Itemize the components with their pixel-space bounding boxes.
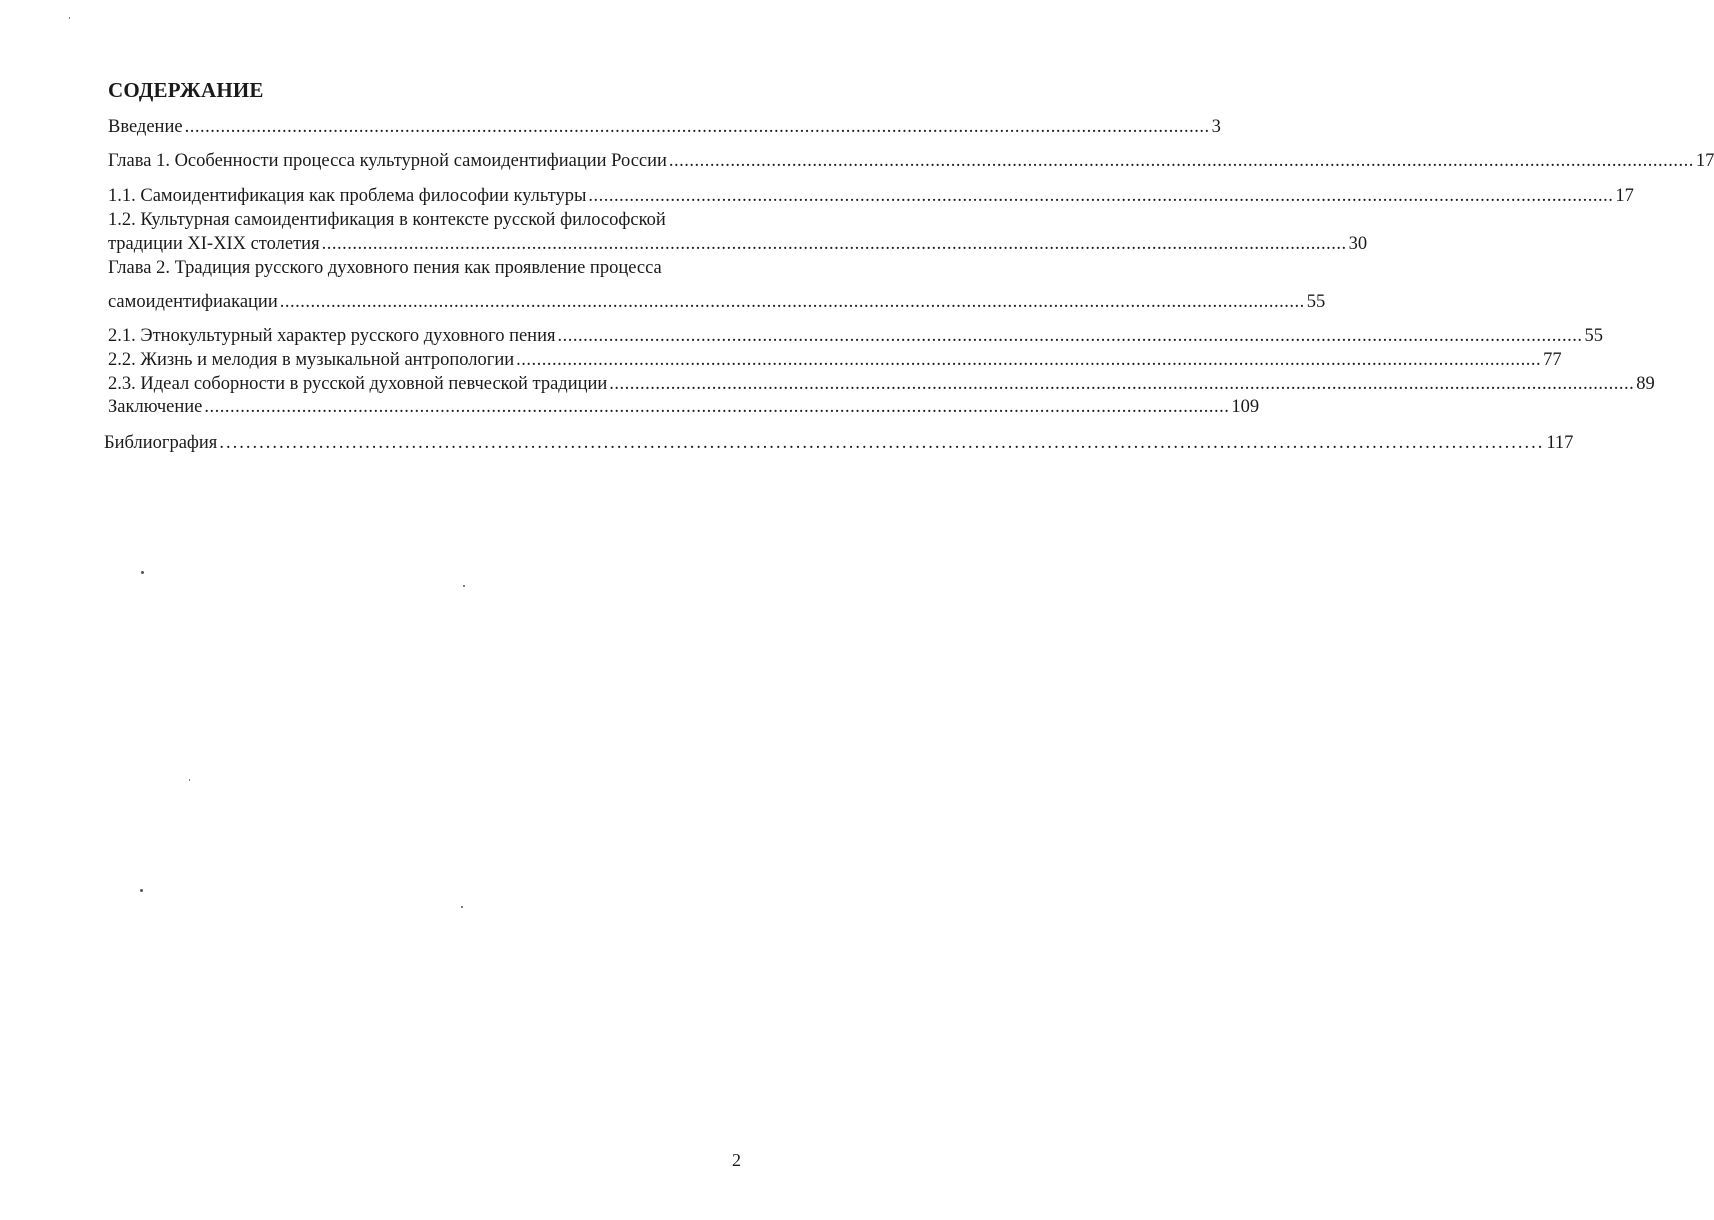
toc-entry-page: 3: [1211, 117, 1221, 137]
toc-title: СОДЕРЖАНИЕ: [108, 78, 264, 102]
toc-entry-chapter-1[interactable]: [108, 150, 1714, 172]
scan-speck: [141, 571, 144, 574]
toc-entry-label: 1.1. Самоидентификация как проблема философии культуры: [108, 186, 587, 206]
toc-entry-label: Заключение: [108, 397, 203, 417]
toc-entry-label: 2.3. Идеал соборности в русской духовной певческой традиции: [108, 374, 608, 394]
scan-speck: [461, 906, 463, 908]
toc-leader-dots: ........................................................................................................................................................................................................: [321, 234, 1347, 254]
toc-entry-section-1-2[interactable]: [108, 209, 1368, 255]
toc-entry-page: 77: [1543, 350, 1562, 370]
toc-entry-page: 17: [1615, 186, 1634, 206]
toc-entry-page: 109: [1231, 397, 1260, 417]
scan-speck: [463, 585, 465, 587]
toc-entry-label: Глава 1. Особенности процесса культурной самоидентифиации России: [108, 151, 667, 171]
toc-entry-label-line1: Глава 2. Традиция русского духовного пения как проявление процесса: [108, 258, 662, 278]
toc-entry-label: Библиография: [104, 433, 218, 453]
toc-entry-label: 2.2. Жизнь и мелодия в музыкальной антропологии: [108, 350, 515, 370]
toc-entry-conclusion[interactable]: [108, 396, 1260, 418]
toc-leader-dots: ........................................................................................................................................................................................................: [184, 117, 1210, 137]
scan-speck: [140, 889, 143, 892]
toc-entry-label: Введение: [108, 117, 183, 137]
toc-entry-page: 30: [1348, 234, 1368, 254]
toc-leader-dots: ........................................................................................................................................................................................................: [516, 350, 1542, 370]
toc-leader-dots: ........................................................................................................................................................................................................: [557, 326, 1583, 346]
toc-leader-dots: ........................................................................................................................................................................................................: [204, 397, 1230, 417]
toc-entry-bibliography[interactable]: [104, 432, 1574, 454]
toc-entry-page: 117: [1546, 433, 1574, 453]
toc-entry-introduction[interactable]: [108, 116, 1221, 138]
toc-entry-label: 2.1. Этнокультурный характер русского духовного пения: [108, 326, 556, 346]
toc-entry-section-2-1[interactable]: [108, 325, 1603, 347]
toc-leader-dots: ........................................................................................................................................................................................................: [279, 292, 1305, 312]
toc-entry-section-1-1[interactable]: [108, 185, 1634, 207]
toc-entry-page: 89: [1636, 374, 1655, 394]
toc-leader-dots: ........................................................................................................................................................................................................: [609, 374, 1635, 394]
toc-leader-dots: ........................................................................................................................................................................................................: [219, 433, 1545, 453]
page-number: 2: [732, 1150, 741, 1170]
toc-leader-dots: ........................................................................................................................................................................................................: [668, 151, 1694, 171]
toc-entry-page: 55: [1584, 326, 1603, 346]
toc-entry-section-2-3[interactable]: [108, 373, 1655, 395]
toc-entry-label: самоидентифиакации: [108, 292, 278, 312]
toc-entry-label: традиции XI-XIX столетия: [108, 234, 320, 254]
toc-entry-page: 17: [1695, 151, 1714, 171]
toc-entry-chapter-2[interactable]: [108, 257, 1326, 313]
scan-speck: [69, 17, 70, 19]
toc-entry-section-2-2[interactable]: [108, 349, 1562, 371]
scan-speck: [189, 779, 190, 781]
toc-leader-dots: ........................................................................................................................................................................................................: [588, 186, 1614, 206]
toc-entry-label-line1: 1.2. Культурная самоидентификация в контексте русской философской: [108, 210, 666, 230]
toc-entry-page: 55: [1306, 292, 1326, 312]
